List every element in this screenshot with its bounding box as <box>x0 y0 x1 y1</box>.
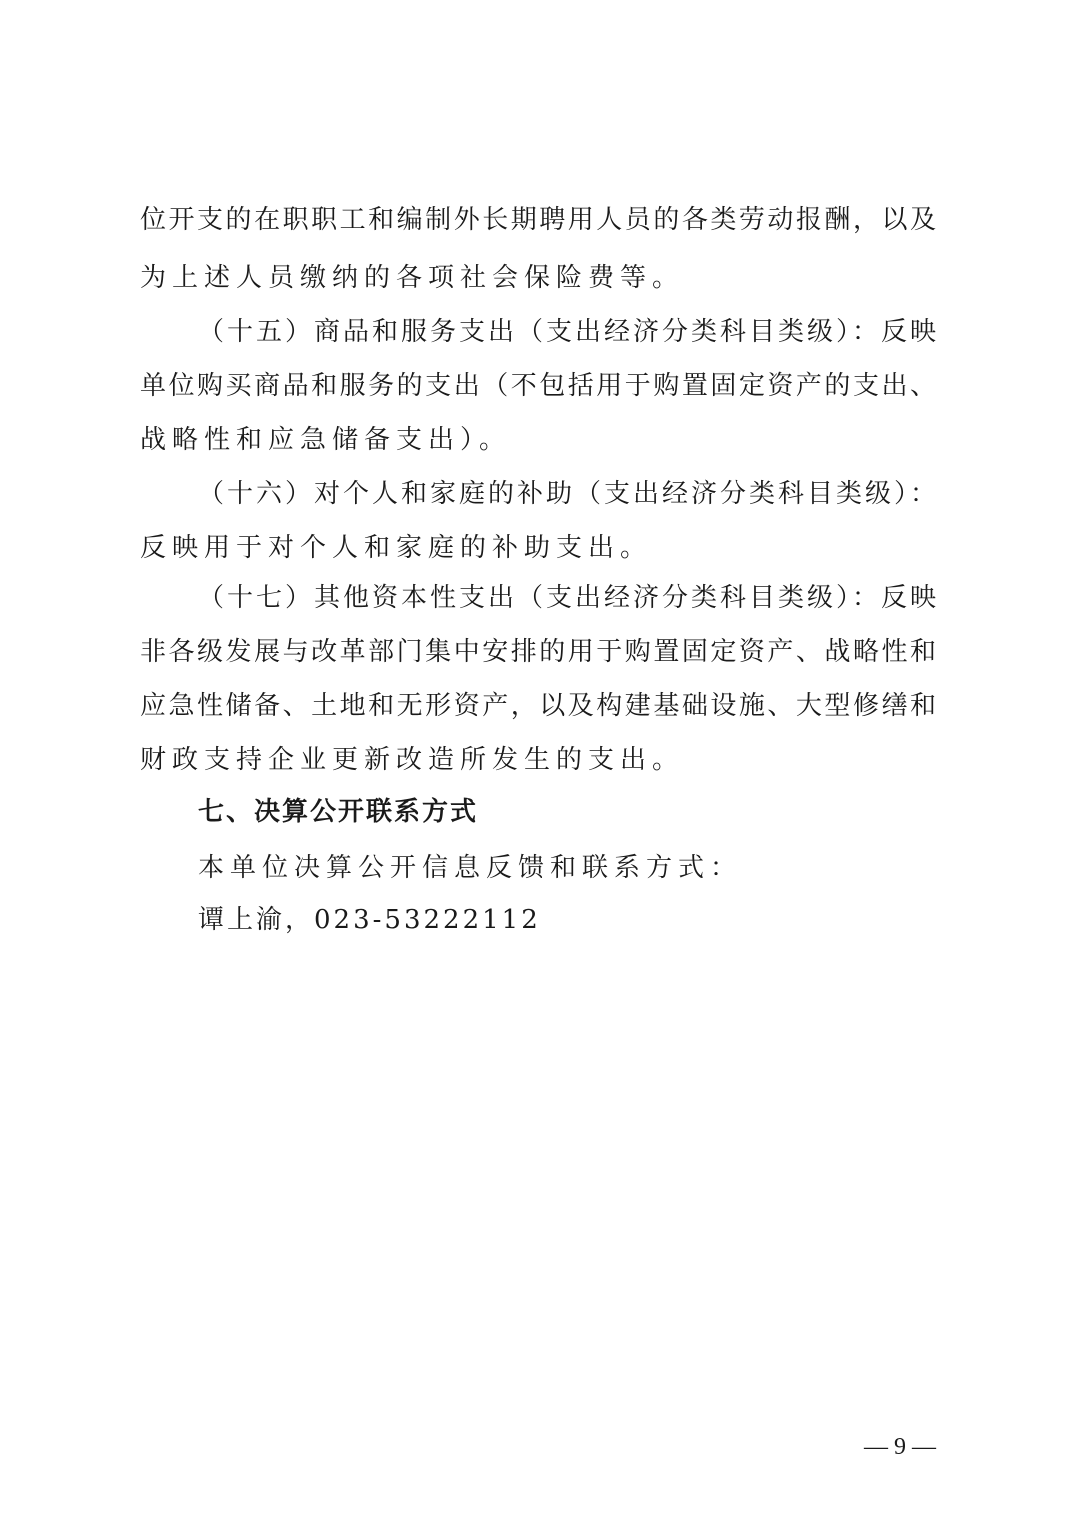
section-heading: 七、决算公开联系方式 <box>198 797 479 827</box>
contact-details: 谭上渝，023-53222112 <box>198 905 541 935</box>
paragraph-1-line-2: 为上述人员缴纳的各项社会保险费等。 <box>140 263 685 293</box>
paragraph-4-line-4: 财政支持企业更新改造所发生的支出。 <box>140 745 685 775</box>
paragraph-3-line-1: （十六）对个人和家庭的补助（支出经济分类科目类级）： <box>198 479 936 509</box>
paragraph-2-line-2: 单位购买商品和服务的支出（不包括用于购置固定资产的支出、 <box>140 371 936 401</box>
paragraph-4-line-2: 非各级发展与改革部门集中安排的用于购置固定资产、战略性和 <box>140 637 936 667</box>
paragraph-4-line-3: 应急性储备、土地和无形资产，以及构建基础设施、大型修缮和 <box>140 691 936 721</box>
paragraph-3-line-2: 反映用于对个人和家庭的补助支出。 <box>140 533 653 563</box>
paragraph-2-line-3: 战略性和应急储备支出）。 <box>140 425 512 455</box>
paragraph-4-line-1: （十七）其他资本性支出（支出经济分类科目类级）：反映 <box>198 583 936 613</box>
paragraph-1-line-1: 位开支的在职职工和编制外长期聘用人员的各类劳动报酬，以及 <box>140 205 936 235</box>
page-number: — 9 — <box>864 1434 936 1460</box>
contact-intro: 本单位决算公开信息反馈和联系方式： <box>198 853 743 883</box>
paragraph-2-line-1: （十五）商品和服务支出（支出经济分类科目类级）：反映 <box>198 317 936 347</box>
